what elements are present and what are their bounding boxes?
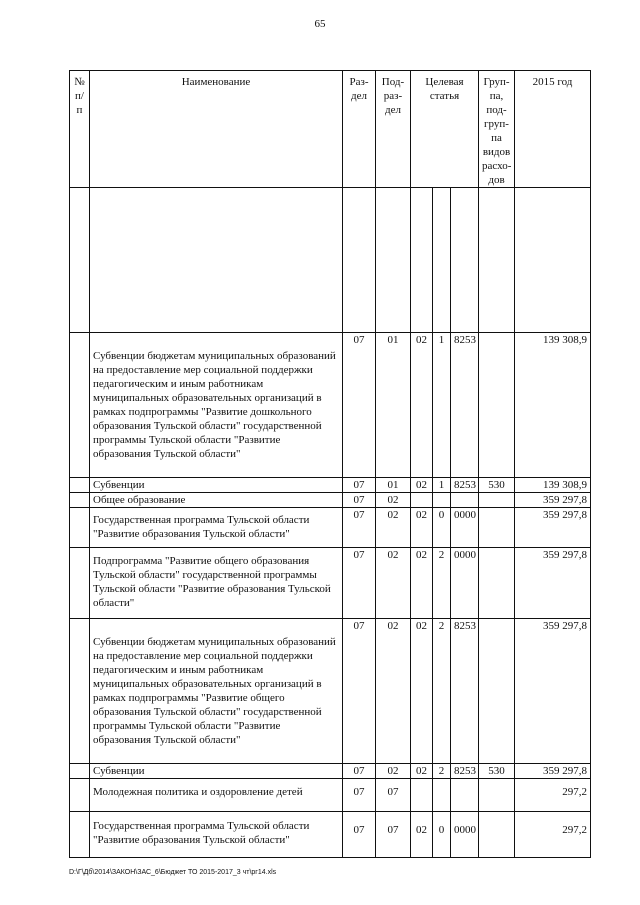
row-podrazdel: 02 (376, 493, 411, 508)
row-cs1: 02 (411, 812, 433, 858)
row-podrazdel: 07 (376, 779, 411, 812)
row-podrazdel: 02 (376, 619, 411, 764)
table-row (70, 478, 591, 493)
row-cs1: 02 (411, 508, 433, 548)
row-cs1: 02 (411, 478, 433, 493)
row-cs2: 1 (433, 333, 451, 478)
row-podrazdel: 01 (376, 478, 411, 493)
row-podrazdel: 07 (376, 812, 411, 858)
row-cs3: 8253 (451, 764, 479, 779)
row-name: Субвенции бюджетам муниципальных образований на предоставление мер социальной поддержки педагогическим и иным работникам муниципальных образовательных организаций в рамках подпрограммы "Развитие общего образования Тульской области" государственной программы Тульской области "Развитие образования Тульской области" (90, 619, 343, 764)
table-row (70, 764, 591, 779)
row-razdel: 07 (343, 764, 376, 779)
row-name: Подпрограмма "Развитие общего образования Тульской области" государственной программы Тульской области "Развитие образования Тульской области" (90, 548, 343, 619)
row-sum: 359 297,8 (515, 764, 591, 779)
table-row (70, 493, 591, 508)
header-subsection: Под- раз- дел (376, 71, 411, 188)
row-name: Субвенции бюджетам муниципальных образований на предоставление мер социальной поддержки педагогическим и иным работникам муниципальных образовательных организаций в рамках подпрограммы "Развитие дошкольного образования Тульской области" государственной программы Тульской области "Развитие образования Тульской области" (90, 333, 343, 478)
row-name: Общее образование (90, 493, 343, 508)
row-name: Молодежная политика и оздоровление детей (90, 779, 343, 812)
table-row (70, 548, 591, 619)
row-cs1: 02 (411, 619, 433, 764)
row-razdel: 07 (343, 812, 376, 858)
header-group: Груп- па, под- груп- па видов расхо- дов (479, 71, 515, 188)
budget-table (69, 70, 591, 858)
row-name: Субвенции (90, 764, 343, 779)
row-sum: 139 308,9 (515, 478, 591, 493)
file-path: D:\Г\Дб\2014\ЗАКОН\ЗАС_6\Бюджет ТО 2015-2017_3 чт\рг14.xls (69, 869, 277, 876)
row-cs1 (411, 779, 433, 812)
row-cs1: 02 (411, 764, 433, 779)
row-vr (479, 508, 515, 548)
header-no: № п/п (70, 71, 90, 188)
row-vr (479, 812, 515, 858)
row-name: Государственная программа Тульской области "Развитие образования Тульской области" (90, 508, 343, 548)
spacer-row (70, 188, 591, 333)
header-name: Наименование (90, 71, 343, 188)
row-cs2 (433, 779, 451, 812)
row-vr (479, 619, 515, 764)
row-cs1: 02 (411, 333, 433, 478)
row-sum: 359 297,8 (515, 508, 591, 548)
row-sum: 297,2 (515, 812, 591, 858)
row-cs2: 0 (433, 508, 451, 548)
table-row (70, 508, 591, 548)
row-vr: 530 (479, 764, 515, 779)
row-cs1 (411, 493, 433, 508)
row-cs3: 8253 (451, 478, 479, 493)
row-vr (479, 493, 515, 508)
row-vr (479, 333, 515, 478)
row-cs3 (451, 779, 479, 812)
table-row (70, 333, 591, 478)
row-cs3: 0000 (451, 548, 479, 619)
row-cs1: 02 (411, 548, 433, 619)
row-razdel: 07 (343, 548, 376, 619)
row-razdel: 07 (343, 333, 376, 478)
row-vr: 530 (479, 478, 515, 493)
row-razdel: 07 (343, 508, 376, 548)
row-sum: 359 297,8 (515, 619, 591, 764)
row-cs3: 8253 (451, 333, 479, 478)
row-vr (479, 548, 515, 619)
table-row (70, 619, 591, 764)
header-section: Раз- дел (343, 71, 376, 188)
row-razdel: 07 (343, 779, 376, 812)
row-sum: 297,2 (515, 779, 591, 812)
row-podrazdel: 01 (376, 333, 411, 478)
row-cs2: 1 (433, 478, 451, 493)
row-cs3 (451, 493, 479, 508)
row-cs3: 0000 (451, 812, 479, 858)
row-cs2: 2 (433, 619, 451, 764)
row-vr (479, 779, 515, 812)
row-razdel: 07 (343, 493, 376, 508)
row-name: Субвенции (90, 478, 343, 493)
row-cs2: 2 (433, 764, 451, 779)
row-cs2: 0 (433, 812, 451, 858)
row-sum: 359 297,8 (515, 493, 591, 508)
row-sum: 139 308,9 (515, 333, 591, 478)
row-sum: 359 297,8 (515, 548, 591, 619)
row-cs3: 0000 (451, 508, 479, 548)
row-razdel: 07 (343, 619, 376, 764)
header-year: 2015 год (515, 71, 591, 188)
row-podrazdel: 02 (376, 764, 411, 779)
header-target: Целевая статья (411, 71, 479, 188)
row-podrazdel: 02 (376, 508, 411, 548)
row-podrazdel: 02 (376, 548, 411, 619)
row-cs2 (433, 493, 451, 508)
header-row (70, 71, 591, 188)
table-row (70, 779, 591, 812)
row-name: Государственная программа Тульской области "Развитие образования Тульской области" (90, 812, 343, 858)
row-razdel: 07 (343, 478, 376, 493)
row-cs2: 2 (433, 548, 451, 619)
page-number: 65 (314, 18, 326, 30)
row-cs3: 8253 (451, 619, 479, 764)
table-row (70, 812, 591, 858)
